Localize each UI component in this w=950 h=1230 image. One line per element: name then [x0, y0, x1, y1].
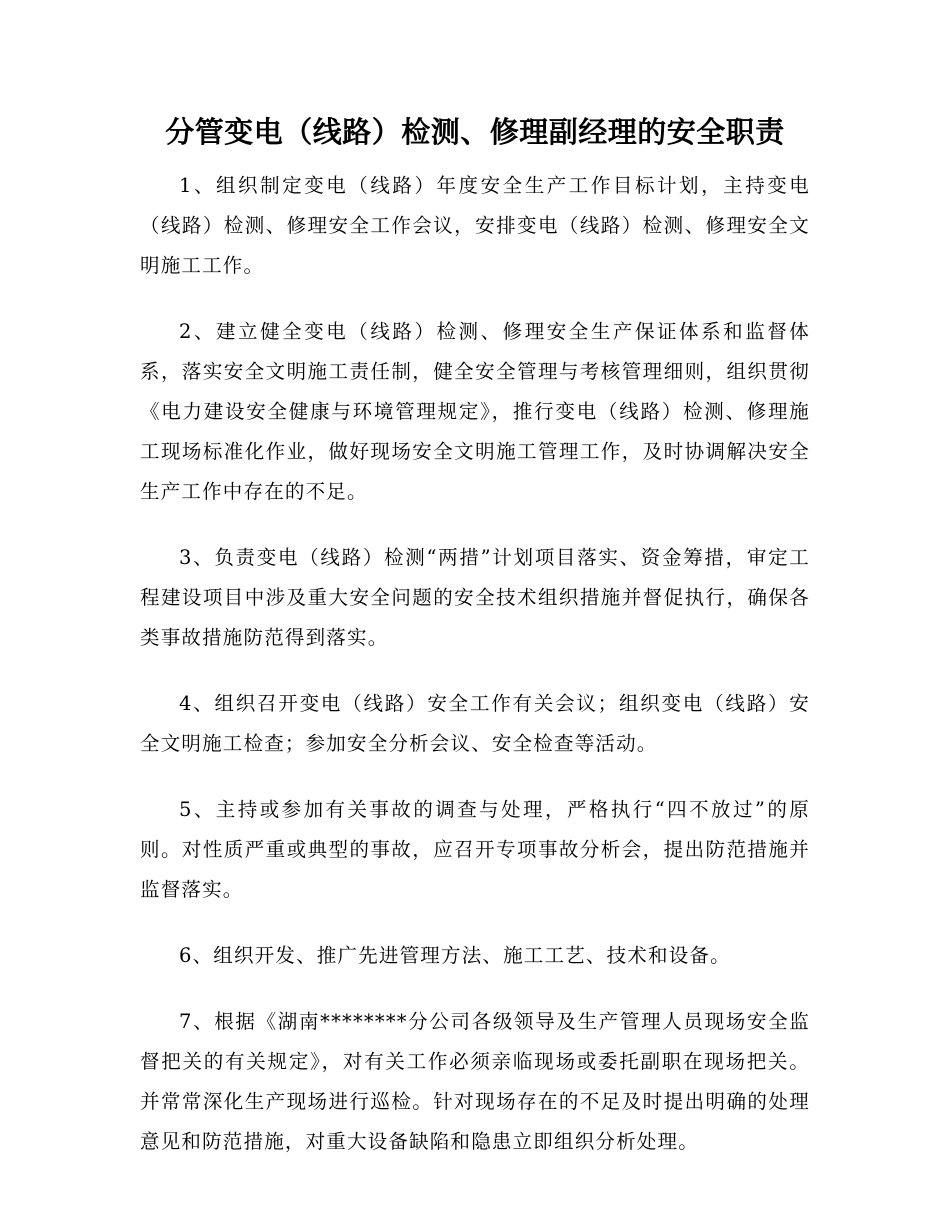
- paragraph-1: 1、组织制定变电（线路）年度安全生产工作目标计划，主持变电（线路）检测、修理安全工作会议，安排变电（线路）检测、修理安全文明施工工作。: [140, 174, 810, 277]
- paragraph-4: 4、组织召开变电（线路）安全工作有关会议；组织变电（线路）安全文明施工检查；参加安全分析会议、安全检查等活动。: [140, 692, 810, 755]
- document-title: 分管变电（线路）检测、修理副经理的安全职责: [165, 115, 785, 149]
- document-body: [140, 166, 810, 1188]
- paragraph-2: 2、建立健全变电（线路）检测、修理安全生产保证体系和监督体系，落实安全文明施工责任制，健全安全管理与考核管理细则，组织贯彻《电力建设安全健康与环境管理规定》，推行变电（线路）检测、修理施工现场标准化作业，做好现场安全文明施工管理工作，及时协调解决安全生产工作中存在的不足。: [140, 320, 810, 503]
- paragraph-3: 3、负责变电（线路）检测“两措”计划项目落实、资金筹措，审定工程建设项目中涉及重大安全问题的安全技术组织措施并督促执行，确保各类事故措施防范得到落实。: [140, 546, 810, 649]
- paragraph-7: 7、根据《湖南********分公司各级领导及生产管理人员现场安全监督把关的有关规定》，对有关工作必须亲临现场或委托副职在现场把关。并常常深化生产现场进行巡检。针对现场存在的不足及时提出明确的处理意见和防范措施，对重大设备缺陷和隐患立即组织分析处理。: [140, 1010, 810, 1153]
- paragraph-5: 5、主持或参加有关事故的调查与处理，严格执行“四不放过”的原则。对性质严重或典型的事故，应召开专项事故分析会，提出防范措施并监督落实。: [140, 798, 810, 901]
- paragraph-6: 6、组织开发、推广先进管理方法、施工工艺、技术和设备。: [179, 944, 731, 967]
